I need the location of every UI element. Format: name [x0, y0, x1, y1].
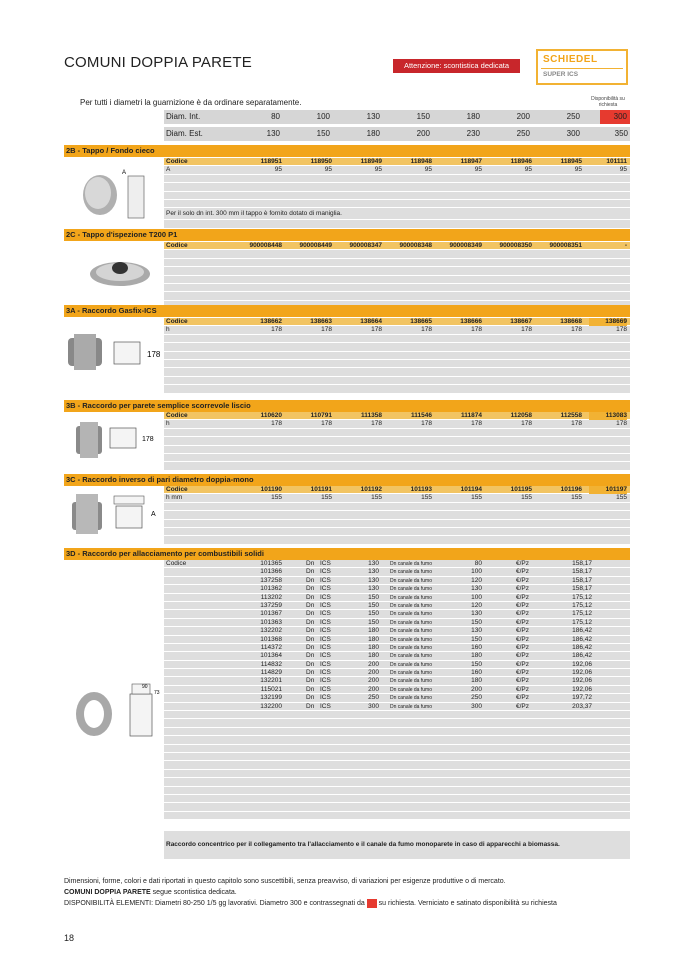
cell: 180: [471, 677, 482, 685]
cell: 158,17: [572, 585, 592, 593]
section-2c-title: 2C - Tappo d'ispezione T200 P1: [64, 229, 630, 241]
cell: 100: [471, 593, 482, 601]
table-row: [164, 577, 630, 585]
table-row: [164, 610, 630, 618]
section-3d-description-box: [164, 831, 630, 859]
cell: €/Pz: [515, 618, 529, 626]
table-row: Codice 110620 110791 111358 111546 111874 112058 112558 113083: [164, 412, 630, 420]
svg-text:90: 90: [142, 684, 148, 690]
section-2c-table: [164, 242, 630, 309]
discount-warning-badge: Attenzione: scontistica dedicata: [393, 59, 520, 73]
cell: 192,06: [572, 669, 592, 677]
cell: 132201: [260, 677, 282, 685]
cell: Dn canale da fumo: [390, 619, 432, 626]
cell: 150: [368, 610, 379, 618]
cell: 158,17: [572, 576, 592, 584]
table-row: [164, 560, 630, 568]
cell: ICS: [320, 627, 331, 635]
cell: 150: [368, 593, 379, 601]
table-row: [164, 778, 630, 786]
cell: 186,42: [572, 635, 592, 643]
logo-product: SUPER ICS: [543, 71, 579, 78]
cell: 130: [368, 585, 379, 593]
table-row: [164, 686, 630, 694]
cell: 300: [368, 702, 379, 710]
table-row: [164, 594, 630, 602]
cell: €/Pz: [515, 660, 529, 668]
cell: Dn canale da fumo: [390, 644, 432, 651]
cell: 200: [368, 685, 379, 693]
cell: 150: [471, 635, 482, 643]
cell: Dn: [306, 568, 315, 576]
cell: Dn canale da fumo: [390, 561, 432, 567]
cell: Dn: [306, 694, 315, 702]
table-row: Codice 900008448 900008449 900008347 900008348 900008349 900008350 900008351 -: [164, 242, 630, 250]
cell: ICS: [320, 643, 331, 651]
table-row: [164, 677, 630, 685]
cell: Dn canale da fumo: [390, 686, 432, 693]
cell: 175,12: [572, 618, 592, 626]
cell: 101364: [260, 652, 282, 660]
cell: 203,37: [572, 702, 592, 710]
cell: €/Pz: [515, 635, 529, 643]
table-row: Codice 101190 101191 101192 101193 101194 101195 101196 101197: [164, 486, 630, 494]
cell: 132202: [260, 627, 282, 635]
table-row: h 178 178 178 178 178 178 178 178: [164, 420, 630, 428]
footer-disclaimer: Dimensioni, forme, colori e dati riportati in questo capitolo sono suscettibili, senza preavviso, di variazioni per esigenze produttive o di mercato.: [64, 878, 506, 885]
schiedel-logo: [536, 49, 628, 85]
table-row: [164, 745, 630, 753]
table-row: [164, 719, 630, 727]
cell: 101363: [260, 618, 282, 626]
footer-discount: COMUNI DOPPIA PARETE segue scontistica dedicata.: [64, 889, 237, 896]
cell: Dn: [306, 702, 315, 710]
red-marker-swatch: [367, 899, 377, 908]
cell: Dn: [306, 669, 315, 677]
cell: Dn: [306, 585, 315, 593]
cell: 101365: [260, 560, 282, 567]
cell: 200: [471, 685, 482, 693]
section-2b-note: Per il solo dn int. 300 mm il tappo è fornito dotato di maniglia.: [166, 210, 342, 218]
cell: 192,06: [572, 677, 592, 685]
cell: 101366: [260, 568, 282, 576]
cell: 101362: [260, 585, 282, 593]
cell: €/Pz: [515, 601, 529, 609]
cell: ICS: [320, 677, 331, 685]
svg-text:178: 178: [142, 436, 154, 443]
table-row: [164, 703, 630, 711]
cell: 80: [474, 560, 482, 567]
cell: Dn canale da fumo: [390, 678, 432, 685]
codice-label: Codice: [166, 560, 187, 567]
cell: Dn canale da fumo: [390, 703, 432, 710]
cell: Dn: [306, 593, 315, 601]
cell: €/Pz: [515, 568, 529, 576]
cell: 175,12: [572, 593, 592, 601]
cell: 158,17: [572, 568, 592, 576]
cell: 130: [471, 610, 482, 618]
cell: ICS: [320, 702, 331, 710]
cell: Dn canale da fumo: [390, 602, 432, 609]
gasket-note: Per tutti i diametri la guarnizione è da ordinare separatamente.: [80, 98, 302, 107]
table-row: [164, 728, 630, 736]
cell: 130: [368, 568, 379, 576]
cell: €/Pz: [515, 627, 529, 635]
cell: 180: [368, 635, 379, 643]
cell: Dn: [306, 677, 315, 685]
table-row: [164, 753, 630, 761]
cell: ICS: [320, 660, 331, 668]
table-row: [164, 585, 630, 593]
end-cap-image: [78, 168, 158, 223]
table-row: [164, 644, 630, 652]
svg-text:A: A: [151, 511, 156, 518]
section-3a-title: 3A - Raccordo Gasfix-ICS: [64, 305, 630, 317]
table-row: [164, 795, 630, 803]
cell: 200: [368, 669, 379, 677]
section-3d-table: [164, 560, 630, 820]
cell: Dn canale da fumo: [390, 569, 432, 576]
diam-300-available-on-request: 300: [600, 110, 630, 124]
gasfix-fitting-image: [66, 330, 164, 375]
cell: €/Pz: [515, 593, 529, 601]
cell: Dn: [306, 643, 315, 651]
cell: €/Pz: [515, 560, 529, 567]
section-2b-title: 2B - Tappo / Fondo cieco: [64, 145, 630, 157]
cell: 250: [368, 694, 379, 702]
table-row: Codice 138662 138663 138664 138665 138666 138667 138668 138669: [164, 318, 630, 326]
cell: 180: [368, 652, 379, 660]
cell: €/Pz: [515, 610, 529, 618]
sliding-fitting-image: [70, 420, 162, 460]
cell: 200: [368, 677, 379, 685]
cell: 114832: [260, 660, 282, 668]
cell: ICS: [320, 593, 331, 601]
cell: 137259: [260, 601, 282, 609]
cell: 137258: [260, 576, 282, 584]
cell: 180: [368, 627, 379, 635]
cell: Dn canale da fumo: [390, 661, 432, 668]
availability-label: Disponibilità su richiesta: [591, 96, 625, 108]
section-3a-table: [164, 318, 630, 394]
table-row: [164, 736, 630, 744]
cell: 186,42: [572, 652, 592, 660]
cell: ICS: [320, 652, 331, 660]
cell: Dn canale da fumo: [390, 695, 432, 702]
cell: Dn canale da fumo: [390, 670, 432, 677]
table-row: [164, 803, 630, 811]
cell: €/Pz: [515, 652, 529, 660]
cell: 114372: [260, 643, 282, 651]
cell: 197,72: [572, 694, 592, 702]
cell: ICS: [320, 610, 331, 618]
cell: 186,42: [572, 627, 592, 635]
cell: €/Pz: [515, 694, 529, 702]
cell: €/Pz: [515, 643, 529, 651]
cell: Dn: [306, 635, 315, 643]
cell: ICS: [320, 694, 331, 702]
table-row: [164, 694, 630, 702]
footer-availability: DISPONIBILITÀ ELEMENTI: Diametri 80-250 1/5 gg lavorativi. Diametro 300 e contrassegnati da su richiesta. Verniciato e satinato disponibilità su richiesta: [64, 900, 557, 907]
cell: 115021: [260, 685, 282, 693]
cell: 150: [368, 601, 379, 609]
table-row: h mm 155 155 155 155 155 155 155 155: [164, 494, 630, 502]
cell: €/Pz: [515, 585, 529, 593]
inverse-fitting-image: [68, 490, 166, 538]
cell: Dn canale da fumo: [390, 636, 432, 643]
cell: Dn: [306, 610, 315, 618]
inspection-cap-image: [88, 252, 158, 292]
cell: 101368: [260, 635, 282, 643]
cell: €/Pz: [515, 702, 529, 710]
cell: Dn: [306, 618, 315, 626]
cell: Dn: [306, 652, 315, 660]
cell: Dn canale da fumo: [390, 594, 432, 601]
cell: Dn canale da fumo: [390, 611, 432, 618]
cell: 130: [471, 627, 482, 635]
cell: ICS: [320, 585, 331, 593]
table-row: h 178 178 178 178 178 178 178 178: [164, 326, 630, 334]
cell: ICS: [320, 601, 331, 609]
table-row: [164, 787, 630, 795]
cell: Dn canale da fumo: [390, 586, 432, 593]
diam-int-row: Diam. Int. 80 100 130 150 180 200 250 300: [164, 110, 630, 124]
table-row: [164, 711, 630, 719]
diam-est-row: Diam. Est. 130 150 180 200 230 250 300 350: [164, 127, 630, 141]
cell: Dn: [306, 685, 315, 693]
cell: 114829: [260, 669, 282, 677]
cell: 160: [471, 669, 482, 677]
cell: Dn: [306, 601, 315, 609]
cell: 175,12: [572, 610, 592, 618]
cell: 113202: [260, 593, 282, 601]
biomass-connector-image: [70, 680, 164, 740]
section-3b-title: 3B - Raccordo per parete semplice scorrevole liscio: [64, 400, 630, 412]
svg-text:178: 178: [147, 350, 161, 359]
cell: Dn canale da fumo: [390, 577, 432, 584]
cell: ICS: [320, 669, 331, 677]
cell: 150: [368, 618, 379, 626]
cell: ICS: [320, 635, 331, 643]
cell: ICS: [320, 560, 331, 567]
cell: ICS: [320, 568, 331, 576]
cell: 132199: [260, 694, 282, 702]
cell: 132200: [260, 702, 282, 710]
cell: 180: [368, 643, 379, 651]
cell: 180: [471, 652, 482, 660]
cell: Dn canale da fumo: [390, 628, 432, 635]
svg-text:A: A: [122, 170, 127, 176]
cell: 120: [471, 601, 482, 609]
table-row: [164, 627, 630, 635]
table-row: A 95 95 95 95 95 95 95 95: [164, 166, 630, 174]
table-row: [164, 568, 630, 576]
table-row: [164, 652, 630, 660]
table-row: [164, 636, 630, 644]
cell: 150: [471, 618, 482, 626]
table-row: [164, 770, 630, 778]
cell: 101367: [260, 610, 282, 618]
section-3c-table: [164, 486, 630, 545]
cell: 300: [471, 702, 482, 710]
section-3c-title: 3C - Raccordo inverso di pari diametro doppia-mono: [64, 474, 630, 486]
table-row: [164, 661, 630, 669]
cell: 200: [368, 660, 379, 668]
cell: 150: [471, 660, 482, 668]
cell: Dn canale da fumo: [390, 653, 432, 660]
table-row: [164, 669, 630, 677]
cell: 186,42: [572, 643, 592, 651]
section-3d-title: 3D - Raccordo per allacciamento per combustibili solidi: [64, 548, 630, 560]
cell: Dn: [306, 627, 315, 635]
cell: 192,06: [572, 685, 592, 693]
cell: €/Pz: [515, 669, 529, 677]
svg-text:73: 73: [154, 690, 160, 696]
cell: €/Pz: [515, 576, 529, 584]
cell: 100: [471, 568, 482, 576]
cell: 160: [471, 643, 482, 651]
cell: 120: [471, 576, 482, 584]
table-row: [164, 812, 630, 820]
cell: 130: [368, 560, 379, 567]
logo-brand: SCHIEDEL: [543, 54, 598, 65]
cell: ICS: [320, 576, 331, 584]
page-title: COMUNI DOPPIA PARETE: [64, 54, 252, 71]
page-number: 18: [64, 933, 75, 943]
section-3b-table: [164, 412, 630, 471]
section-2b-table: [164, 158, 630, 229]
cell: Dn: [306, 560, 315, 567]
cell: Dn: [306, 660, 315, 668]
table-row: [164, 602, 630, 610]
cell: 158,17: [572, 560, 592, 567]
cell: Dn: [306, 576, 315, 584]
cell: 175,12: [572, 601, 592, 609]
cell: 250: [471, 694, 482, 702]
cell: €/Pz: [515, 677, 529, 685]
table-row: Codice 118951 118950 118949 118948 118947 118946 118945 101111: [164, 158, 630, 166]
section-3d-description: Raccordo concentrico per il collegamento tra l'allacciamento e il canale da fumo monoparete in caso di apparecchi a biomassa.: [166, 841, 560, 848]
table-row: [164, 619, 630, 627]
cell: 130: [471, 585, 482, 593]
cell: 130: [368, 576, 379, 584]
cell: 192,06: [572, 660, 592, 668]
cell: ICS: [320, 685, 331, 693]
cell: €/Pz: [515, 685, 529, 693]
table-row: [164, 761, 630, 769]
cell: ICS: [320, 618, 331, 626]
